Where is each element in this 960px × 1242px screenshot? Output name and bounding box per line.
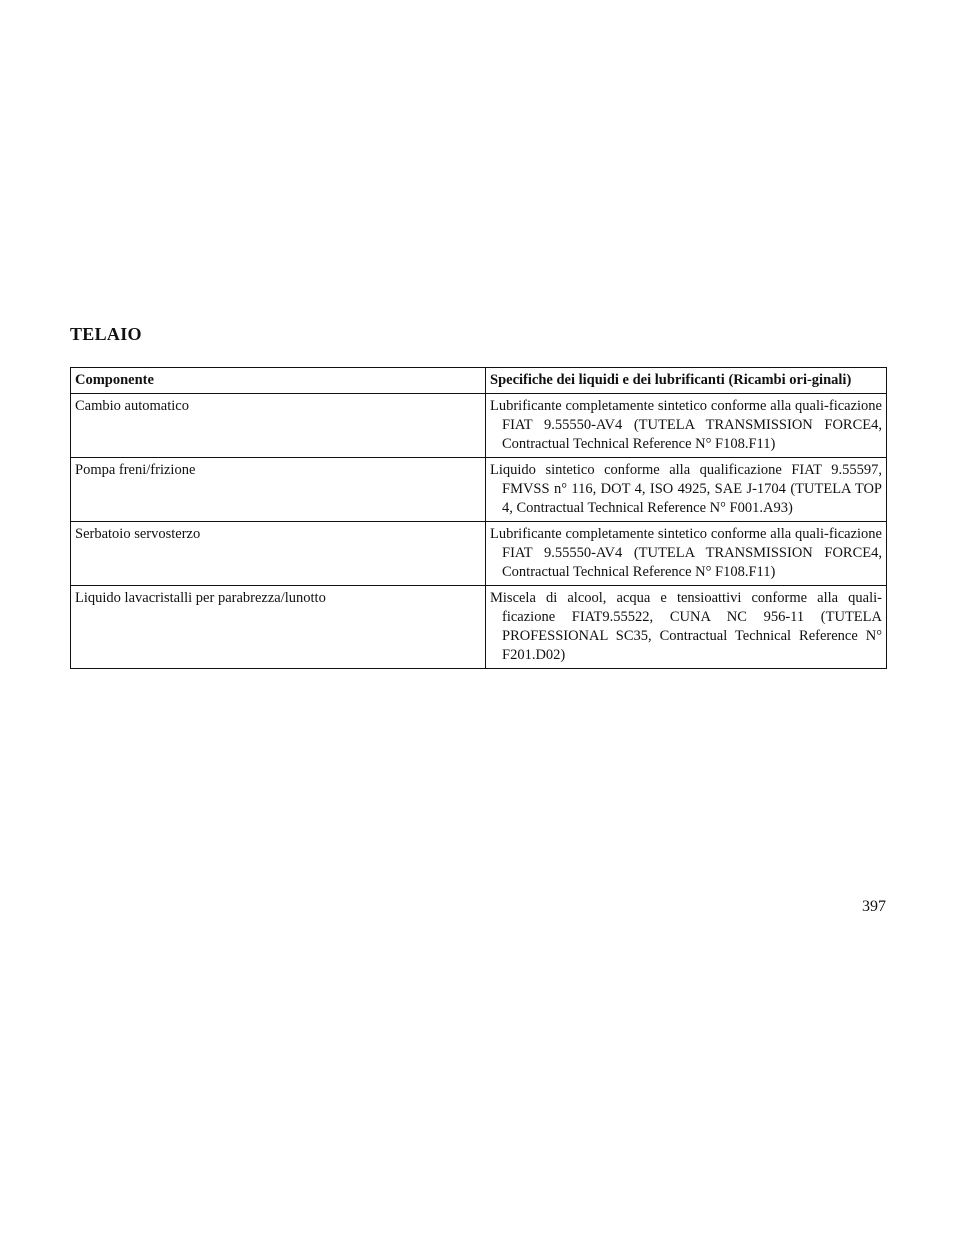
- table-row: [71, 458, 887, 522]
- row-spec: [486, 522, 887, 586]
- table-row: [71, 394, 887, 458]
- header-spec-text: Specifiche dei liquidi e dei lubrificanti (Ricambi ori-ginali): [490, 372, 852, 388]
- row-component: Liquido lavacristalli per parabrezza/lunotto: [71, 586, 486, 669]
- row-spec: [486, 586, 887, 669]
- page-number: 397: [862, 898, 886, 915]
- row-spec-text: Lubrificante completamente sintetico conforme alla quali-ficazione FIAT 9.55550-AV4 (TUTELA TRANSMISSION FORCE4, Contractual Technical Reference N° F108.F11): [490, 398, 882, 452]
- section-title: TELAIO: [70, 324, 142, 344]
- header-spec: [486, 368, 887, 394]
- row-component: Cambio automatico: [71, 394, 486, 458]
- row-component: Pompa freni/frizione: [71, 458, 486, 522]
- table-header-row: [71, 368, 887, 394]
- header-component: Componente: [71, 368, 486, 394]
- table-row: [71, 586, 887, 669]
- row-spec-text: Miscela di alcool, acqua e tensioattivi conforme alla quali-ficazione FIAT9.55522, CUNA NC 956-11 (TUTELA PROFESSIONAL SC35, Contractual Technical Reference N° F201.D02): [490, 590, 882, 663]
- row-spec-text: Lubrificante completamente sintetico conforme alla quali-ficazione FIAT 9.55550-AV4 (TUTELA TRANSMISSION FORCE4, Contractual Technical Reference N° F108.F11): [490, 526, 882, 580]
- row-spec-text: Liquido sintetico conforme alla qualificazione FIAT 9.55597, FMVSS n° 116, DOT 4, ISO 4925, SAE J-1704 (TUTELA TOP 4, Contractual Technical Reference N° F001.A93): [490, 462, 882, 516]
- fluids-spec-table: [70, 367, 887, 669]
- row-spec: [486, 458, 887, 522]
- row-component: Serbatoio servosterzo: [71, 522, 486, 586]
- table-row: [71, 522, 887, 586]
- row-spec: [486, 394, 887, 458]
